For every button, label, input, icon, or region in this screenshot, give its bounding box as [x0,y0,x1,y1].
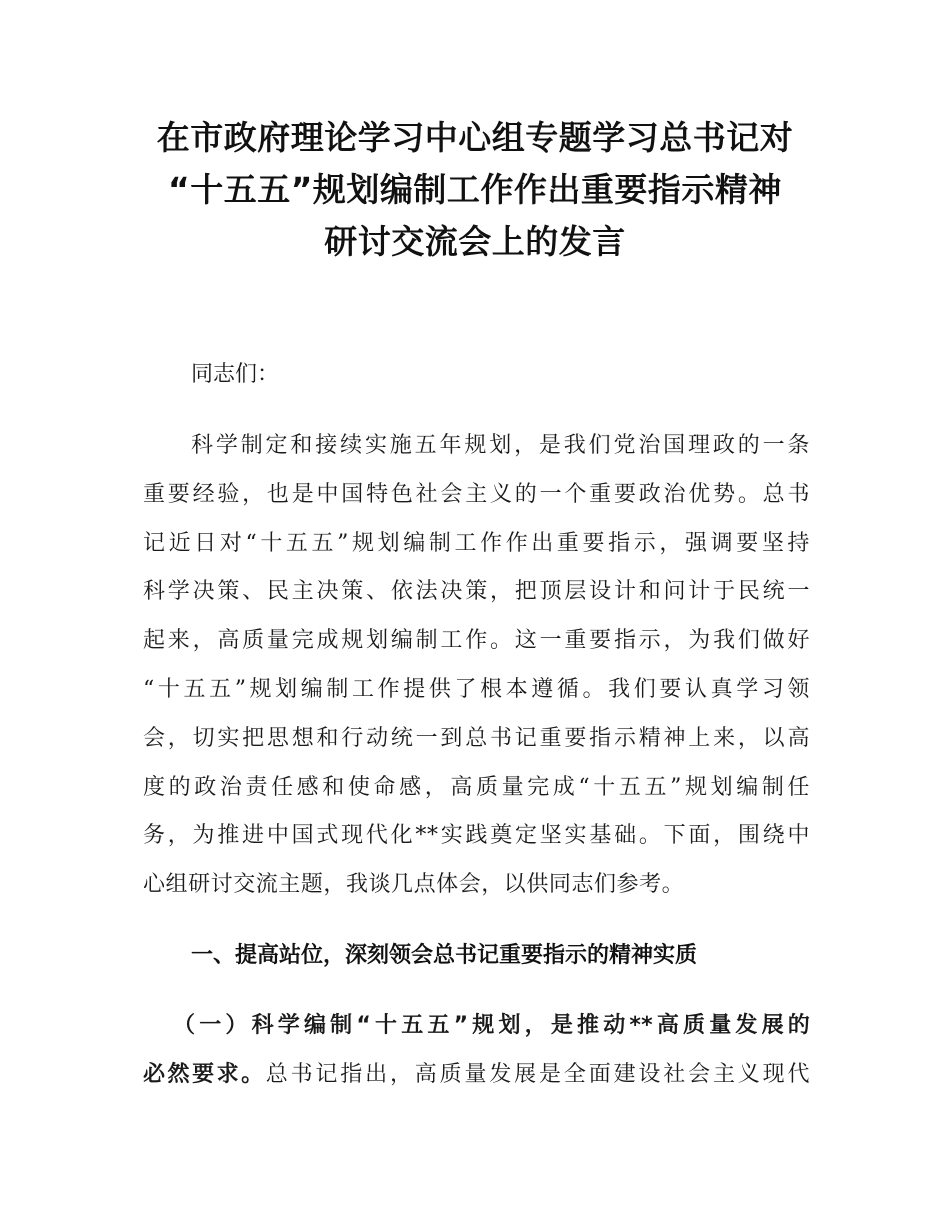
paragraph-line [143,1051,810,1100]
document-title [100,112,850,268]
intro-paragraph [143,422,810,910]
paragraph-line: 科学决策、民主决策、依法决策，把顶层设计和问计于民统一 [143,579,810,605]
paragraph-line: 务，为推进中国式现代化**实践奠定坚实基础。下面，围绕中 [143,823,810,849]
paragraph-line: 心组研讨交流主题，我谈几点体会，以供同志们参考。 [143,872,685,898]
paragraph-line: 起来，高质量完成规划编制工作。这一重要指示，为我们做好 [143,628,810,654]
greeting: 同志们： [191,362,280,387]
title-line-2: “十五五”规划编制工作作出重要指示精神 [168,170,782,209]
paragraph-line: 度的政治责任感和使命感，高质量完成“十五五”规划编制任 [143,774,810,800]
paragraph-line: 记近日对“十五五”规划编制工作作出重要指示，强调要坚持 [143,530,810,556]
subsection-paragraph-1 [143,1002,810,1100]
subsection-heading-line: （一）科学编制“十五五”规划，是推动**高质量发展的 [173,1012,810,1038]
section-heading-1: 一、提高站位，深刻领会总书记重要指示的精神实质 [191,942,698,968]
title-line-1: 在市政府理论学习中心组专题学习总书记对 [156,118,794,157]
subsection-body-text: 总书记指出，高质量发展是全面建设社会主义现代 [265,1061,810,1087]
paragraph-line: 重要经验，也是中国特色社会主义的一个重要政治优势。总书 [143,481,810,507]
paragraph-line: 科学制定和接续实施五年规划，是我们党治国理政的一条 [191,433,810,458]
paragraph-line: 会，切实把思想和行动统一到总书记重要指示精神上来，以高 [143,725,810,751]
document-body [143,352,810,1100]
subsection-heading-end: 必然要求。 [143,1061,266,1087]
paragraph-line: “十五五”规划编制工作提供了根本遵循。我们要认真学习领 [143,676,810,702]
title-line-3: 研讨交流会上的发言 [324,222,626,261]
